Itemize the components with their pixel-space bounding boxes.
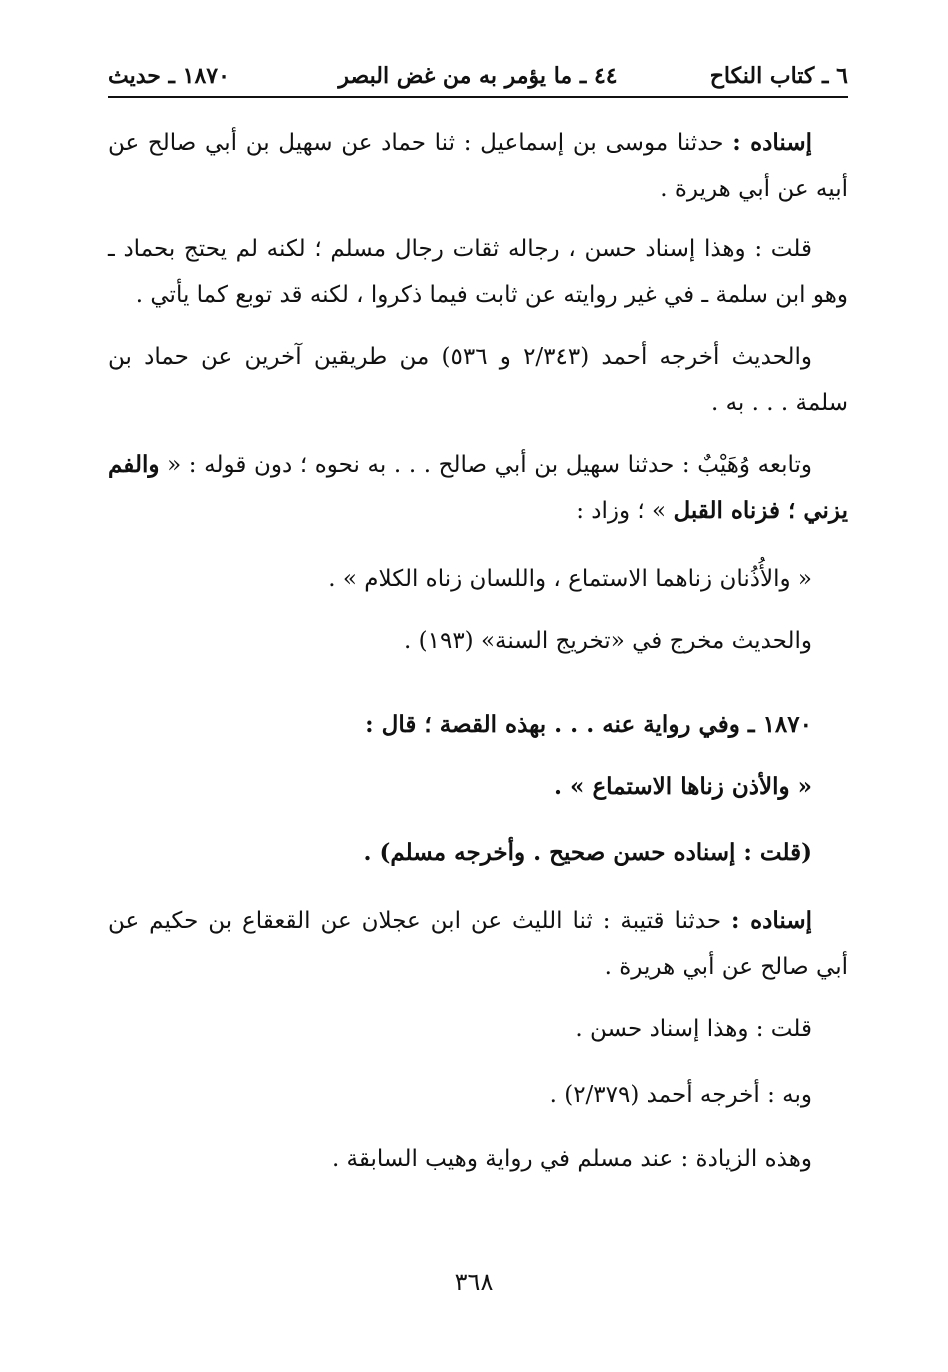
isnad-paragraph-2 xyxy=(108,898,848,990)
header-hadith-number: ١٨٧٠ ـ حديث xyxy=(108,63,230,89)
isnad-text-2: حدثنا قتيبة : ثنا الليث عن ابن عجلان عن القعقاع بن حكيم عن أبي صالح عن أبي هريرة . xyxy=(108,908,848,980)
header-chapter-title: ٤٤ ـ ما يؤمر به من غض البصر xyxy=(338,63,618,89)
mutaba-text-start: وتابعه وُهَيْبٌ : حدثنا سهيل بن أبي صالح . . . به نحوه ؛ دون قوله : « xyxy=(159,452,812,478)
commentary-line-2: قلت : وهذا إسناد حسن . xyxy=(575,1016,812,1042)
grading-line: (قلت : إسناده حسن صحيح . وأخرجه مسلم) . xyxy=(363,839,812,866)
reference-line: والحديث مخرج في «تخريج السنة» (١٩٣) . xyxy=(404,628,812,654)
hadith-number-line: ١٨٧٠ ـ وفي رواية عنه . . . بهذه القصة ؛ قال : xyxy=(365,711,812,738)
hadith-text-quote: « والأذن زناها الاستماع » . xyxy=(554,773,812,800)
isnad-label-2: إسناده : xyxy=(731,907,812,934)
mutaba-text-end: » ؛ وزاد : xyxy=(576,498,674,524)
takhrij-line-2: وبه : أخرجه أحمد (٢/٣٧٩) . xyxy=(549,1082,812,1108)
running-header xyxy=(108,56,848,98)
takhrij-paragraph: والحديث أخرجه أحمد (٢/٣٤٣ و ٥٣٦) من طريقين آخرين عن حماد بن سلمة . . . به . xyxy=(108,344,848,416)
addition-note-line: وهذه الزيادة : عند مسلم في رواية وهيب السابقة . xyxy=(331,1146,812,1172)
mutaba-paragraph xyxy=(108,442,848,534)
isnad-label: إسناده : xyxy=(732,129,812,156)
page-number: ٣٦٨ xyxy=(454,1268,494,1296)
isnad-text: حدثنا موسى بن إسماعيل : ثنا حماد عن سهيل بن أبي صالح عن أبيه عن أبي هريرة . xyxy=(108,130,848,202)
mutaba-quote: والفم يزني ؛ فزناه القبل xyxy=(108,451,848,524)
header-book-title: ٦ ـ كتاب النكاح xyxy=(709,63,848,89)
hadith-addition-quote: « والأُذُنان زناهما الاستماع ، واللسان زناه الكلام » . xyxy=(328,566,812,592)
commentary-paragraph: قلت : وهذا إسناد حسن ، رجاله ثقات رجال مسلم ؛ لكنه لم يحتج بحماد ـ وهو ابن سلمة ـ في غير روايته عن ثابت فيما ذكروا ، لكنه قد توبع كما يأتي . xyxy=(108,236,848,308)
isnad-paragraph xyxy=(108,120,848,212)
